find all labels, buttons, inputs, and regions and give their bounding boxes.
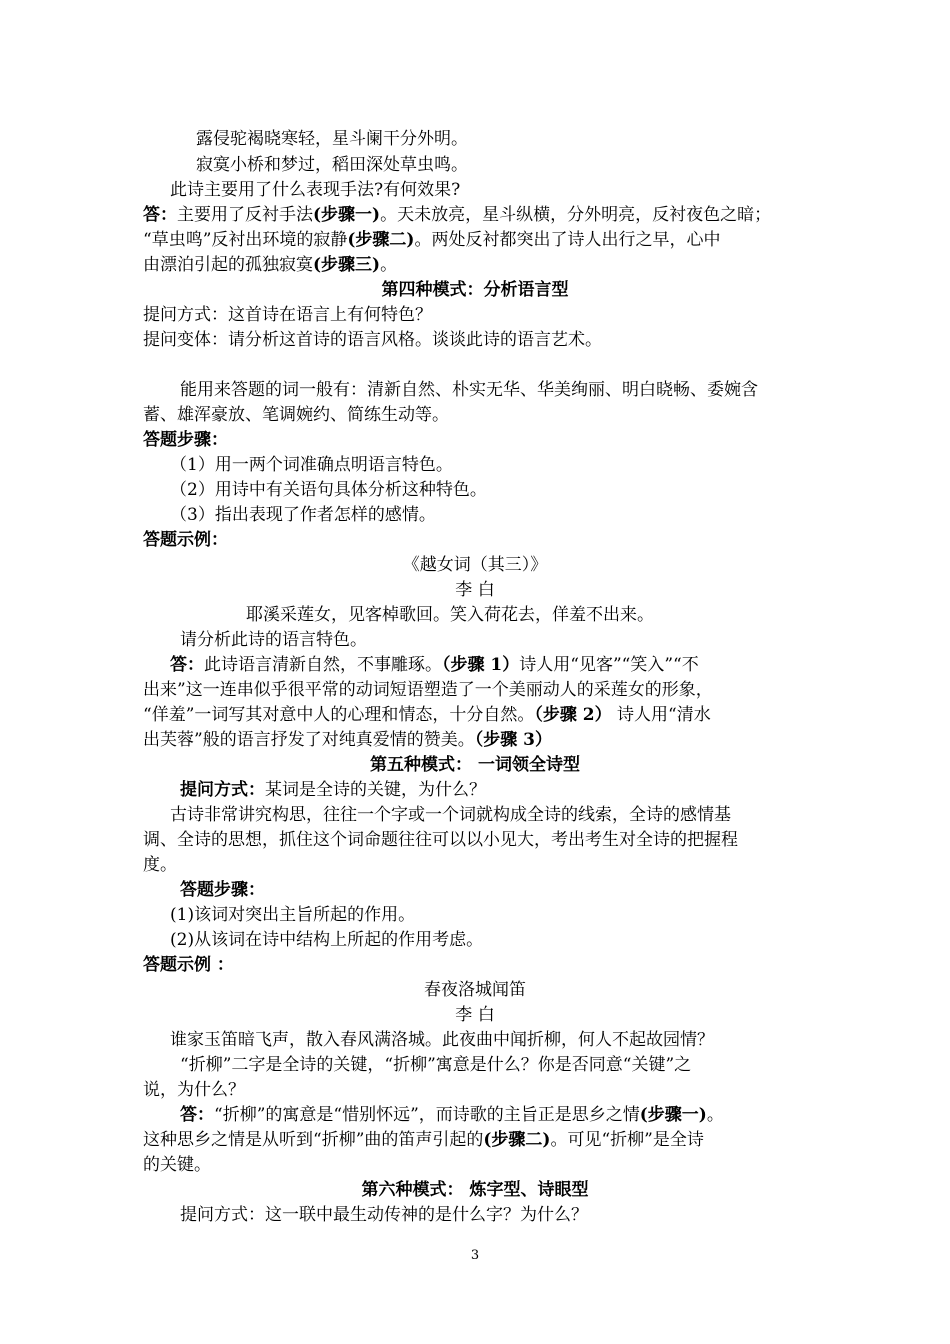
question-text: “折柳”二字是全诗的关键，“折柳”寓意是什么？你是否同意“关键”之 (180, 1055, 692, 1075)
section-heading: 第六种模式： 炼字型、诗眼型 (361, 1180, 589, 1200)
example-label: 答题示例： (143, 530, 228, 550)
step-marker: (步骤一) (639, 1105, 707, 1125)
body-text: 度。 (143, 855, 177, 875)
question-format: 提问方式：这一联中最生动传神的是什么字？为什么？ (180, 1205, 588, 1225)
answer-text: 。两处反衬都突出了诗人出行之早，心中 (414, 230, 721, 250)
body-text: 调、全诗的思想，抓住这个词命题往往可以以小见大，考出考生对全诗的把握程 (143, 830, 738, 850)
answer-text: 诗人用“见客”“笑入”“不 (519, 655, 699, 675)
answer-text: 。 (380, 255, 398, 275)
step-marker: （步骤 1） (442, 655, 520, 675)
answer-text: 的关键。 (143, 1155, 211, 1175)
step-marker: (步骤一) (313, 205, 381, 225)
steps-label: 答题步骤： (143, 430, 228, 450)
poem-title: 《越女词（其三）》 (402, 555, 548, 575)
section-heading: 第四种模式：分析语言型 (381, 280, 569, 300)
body-text: 能用来答题的词一般有：清新自然、朴实无华、华美绚丽、明白晓畅、委婉含 (180, 380, 758, 400)
section-heading: 第五种模式： 一词领全诗型 (370, 755, 580, 775)
answer-label: 答： (180, 1105, 214, 1125)
answer-text: “草虫鸣”反衬出环境的寂静 (143, 230, 348, 250)
answer-paragraph (143, 703, 807, 727)
step-item: (1)该词对突出主旨所起的作用。 (170, 905, 416, 925)
step-item: （3）指出表现了作者怎样的感情。 (170, 505, 436, 525)
answer-text: 。 (706, 1105, 724, 1125)
answer-paragraph (143, 1128, 807, 1152)
answer-text: 此诗语言清新自然，不事雕琢。 (204, 655, 442, 675)
poem-line: 耶溪采莲女，见客棹歌回。笑入荷花去，佯羞不出来。 (246, 605, 654, 625)
poem-author: 李 白 (455, 1005, 495, 1025)
step-marker: (步骤二) (347, 230, 415, 250)
answer-text: 主要用了反衬手法 (177, 205, 313, 225)
answer-text: 由漂泊引起的孤独寂寞 (143, 255, 313, 275)
answer-paragraph (143, 228, 807, 252)
question-text: 此诗主要用了什么表现手法?有何效果? (170, 180, 461, 200)
answer-text: 出来”这一连串似乎很平常的动词短语塑造了一个美丽动人的采莲女的形象， (143, 680, 713, 700)
answer-paragraph (170, 653, 834, 677)
step-item: （2）用诗中有关语句具体分析这种特色。 (170, 480, 487, 500)
answer-text: “折柳”的寓意是“惜别怀远”，而诗歌的主旨正是思乡之情 (214, 1105, 640, 1125)
answer-paragraph (143, 203, 807, 227)
answer-text: 出芙蓉”般的语言抒发了对纯真爱情的赞美。 (143, 730, 475, 750)
body-text: 古诗非常讲究构思，往往一个字或一个词就构成全诗的线索，全诗的感情基 (170, 805, 731, 825)
question-text: 说，为什么？ (143, 1080, 245, 1100)
body-text: 蓄、雄浑豪放、笔调婉约、简练生动等。 (143, 405, 449, 425)
poem-line: 寂寞小桥和梦过，稻田深处草虫鸣。 (196, 155, 468, 175)
answer-text: 这种思乡之情是从听到“折柳”曲的笛声引起的 (143, 1130, 484, 1150)
answer-paragraph (143, 728, 807, 752)
step-marker: (步骤三) (313, 255, 381, 275)
answer-paragraph (143, 253, 807, 277)
step-marker: （步骤 2） (534, 705, 612, 725)
step-marker: (步骤二) (483, 1130, 551, 1150)
poem-line: 露侵驼褐晓寒轻，星斗阑干分外明。 (196, 129, 468, 149)
step-marker: （步骤 3） (474, 730, 552, 750)
poem-title: 春夜洛城闻笛 (424, 980, 526, 1000)
poem-author: 李 白 (455, 580, 495, 600)
step-item: （1）用一两个词准确点明语言特色。 (170, 455, 453, 475)
answer-text: 诗人用“清水 (611, 705, 711, 725)
step-item: (2)从该词在诗中结构上所起的作用考虑。 (170, 930, 484, 950)
answer-text: “佯羞”一词写其对意中人的心理和情态，十分自然。 (143, 705, 535, 725)
question-format-text: 某词是全诗的关键，为什么？ (265, 780, 486, 800)
example-label: 答题示例 ： (143, 955, 234, 975)
page-number: 3 (470, 1248, 480, 1263)
poem-line: 谁家玉笛暗飞声，散入春风满洛城。此夜曲中闻折柳，何人不起故园情？ (170, 1030, 714, 1050)
answer-paragraph (180, 1103, 844, 1127)
answer-label: 答： (170, 655, 204, 675)
question-format: 提问方式：这首诗在语言上有何特色？ (143, 305, 432, 325)
question-variant: 提问变体：请分析这首诗的语言风格。谈谈此诗的语言艺术。 (143, 330, 602, 350)
answer-text: 。天未放亮，星斗纵横，分外明亮，反衬夜色之暗； (380, 205, 772, 225)
answer-label: 答： (143, 205, 177, 225)
answer-text: 。可见“折柳”是全诗 (550, 1130, 704, 1150)
question-format (180, 778, 844, 802)
question-text: 请分析此诗的语言特色。 (180, 630, 367, 650)
question-format-label: 提问方式： (180, 780, 265, 800)
steps-label: 答题步骤： (180, 880, 265, 900)
